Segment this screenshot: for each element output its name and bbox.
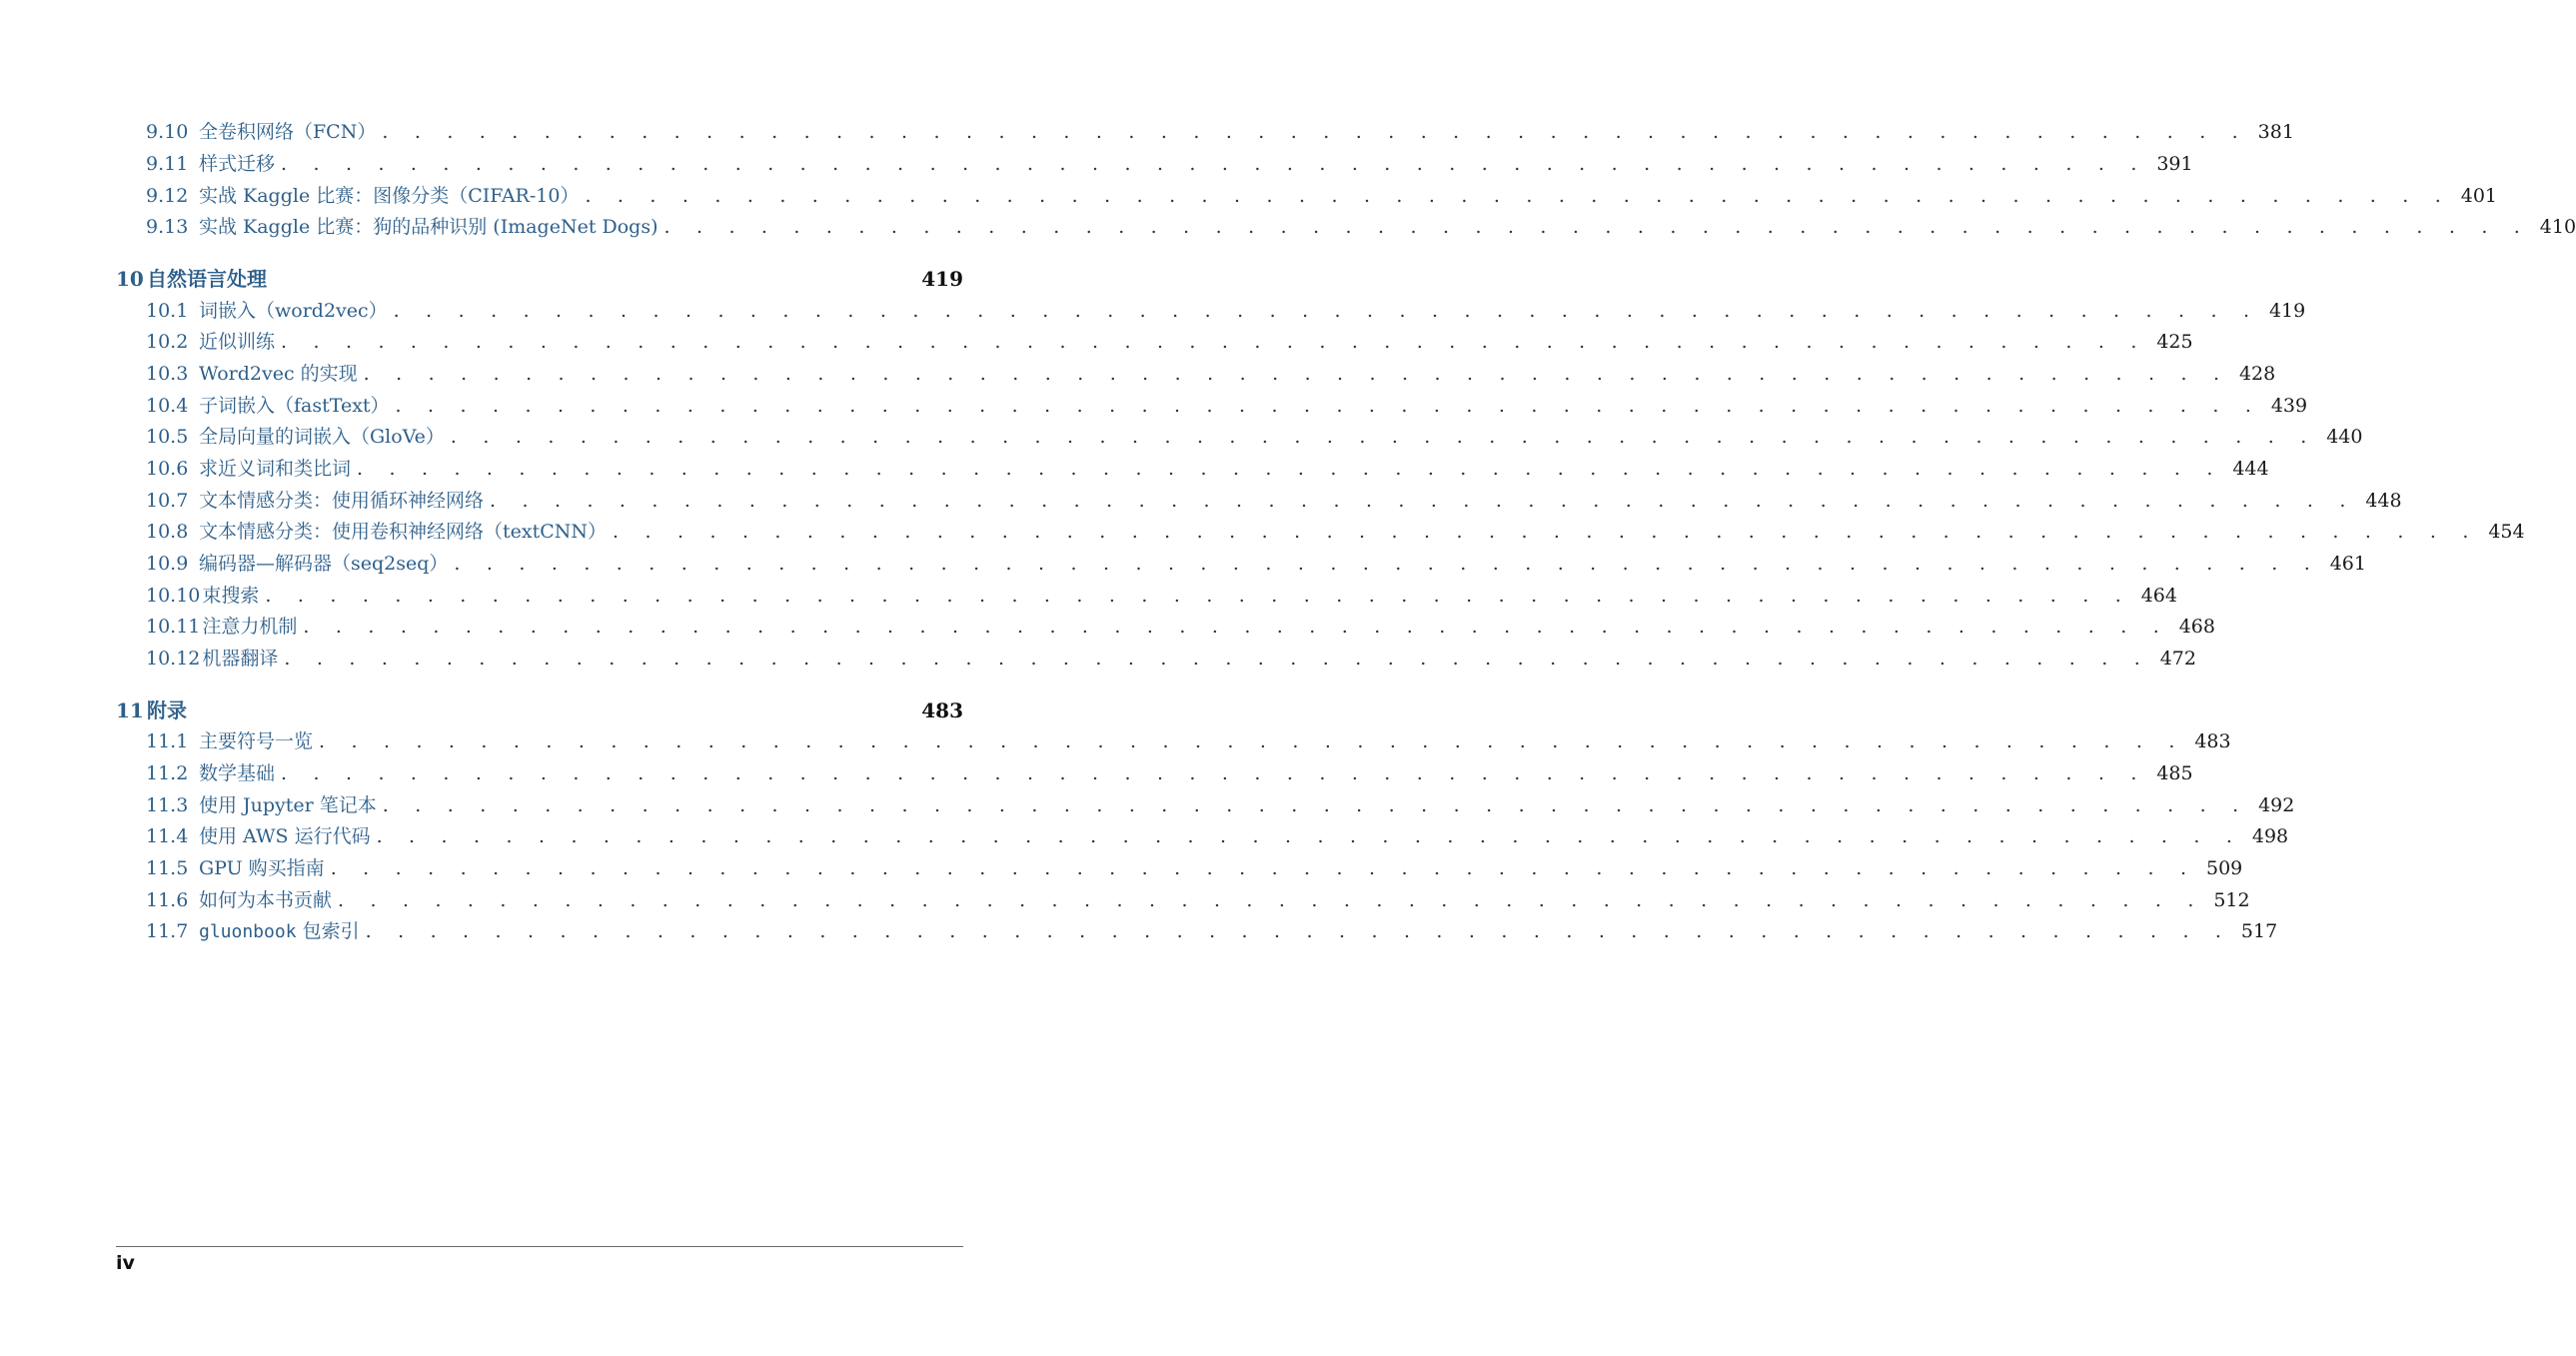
section-title[interactable]: 全局向量的词嵌入（GloVe） — [199, 426, 445, 448]
dot-leader: . . . . . . . . . . . . . . . . . . . . . . . . . . . . . . . . . . . . . . . . . . . . . . . . . . . . . . . . . . — [365, 920, 2232, 942]
dot-leader: . . . . . . . . . . . . . . . . . . . . . . . . . . . . . . . . . . . . . . . . . . . . . . . . . . . . . . . . . . — [395, 395, 2262, 417]
page-number[interactable]: 454 — [2488, 521, 2525, 543]
dot-leader: . . . . . . . . . . . . . . . . . . . . . . . . . . . . . . . . . . . . . . . . . . . . . . . . . . . . . . . . . . — [376, 825, 2243, 847]
page-number[interactable]: 512 — [2213, 889, 2250, 911]
page-number[interactable]: 410 — [2539, 216, 2576, 238]
page-number[interactable]: 485 — [2156, 762, 2193, 784]
toc-entry[interactable] — [146, 725, 2231, 757]
section-number: 11.4 — [146, 825, 189, 847]
section-title[interactable]: 求近义词和类比词 — [199, 458, 352, 480]
toc-entry[interactable] — [146, 915, 2278, 947]
page-number[interactable]: 472 — [2159, 648, 2196, 670]
toc-entry[interactable] — [146, 390, 2308, 422]
toc-entry[interactable] — [146, 116, 2294, 148]
section-number: 10.5 — [146, 426, 189, 448]
page-number[interactable]: 391 — [2156, 153, 2193, 175]
page-number[interactable]: 419 — [2268, 300, 2306, 322]
toc-entry[interactable] — [146, 757, 2193, 789]
section-number: 9.12 — [146, 185, 189, 207]
dot-leader: . . . . . . . . . . . . . . . . . . . . . . . . . . . . . . . . . . . . . . . . . . . . . . . . . . . . . . . . . . — [613, 521, 2479, 543]
section-number: 9.11 — [146, 153, 189, 175]
section-title[interactable]: 实战 Kaggle 比赛：狗的品种识别 (ImageNet Dogs) — [199, 216, 658, 238]
toc-entry[interactable] — [146, 884, 2250, 916]
section-title[interactable]: GPU 购买指南 — [199, 857, 325, 879]
toc-entry[interactable] — [146, 295, 2306, 327]
footer-page-number: iv — [116, 1252, 135, 1274]
page-number[interactable]: 492 — [2258, 794, 2295, 816]
section-title[interactable]: 全卷积网络（FCN） — [199, 121, 377, 143]
page-number[interactable]: 401 — [2460, 185, 2498, 207]
section-number: 11.7 — [146, 920, 189, 942]
dot-leader: . . . . . . . . . . . . . . . . . . . . . . . . . . . . . . . . . . . . . . . . . . . . . . . . . . . . . . . . . . — [382, 121, 2248, 143]
toc-entry[interactable] — [146, 358, 2276, 390]
toc-entry[interactable] — [146, 421, 2363, 453]
toc-entry[interactable] — [146, 611, 2215, 643]
toc-entry[interactable] — [146, 789, 2295, 821]
dot-leader: . . . . . . . . . . . . . . . . . . . . . . . . . . . . . . . . . . . . . . . . . . . . . . . . . . . . . . . . . . — [319, 730, 2185, 752]
toc-entry[interactable] — [146, 516, 2525, 548]
section-number: 10.3 — [146, 363, 189, 385]
toc-entry[interactable] — [146, 453, 2269, 485]
dot-leader: . . . . . . . . . . . . . . . . . . . . . . . . . . . . . . . . . . . . . . . . . . . . . . . . . . . . . . . . . . — [357, 458, 2223, 480]
section-number: 9.10 — [146, 121, 189, 143]
toc-entry[interactable] — [146, 148, 2193, 180]
page-number[interactable]: 483 — [2194, 730, 2231, 752]
section-title[interactable]: 如何为本书贡献 — [199, 889, 333, 911]
section-title[interactable]: 注意力机制 — [202, 616, 298, 638]
section-title[interactable]: 使用 AWS 运行代码 — [199, 825, 371, 847]
page-number[interactable]: 439 — [2270, 395, 2308, 417]
section-title[interactable]: 主要符号一览 — [199, 730, 314, 752]
toc-entry[interactable] — [146, 580, 2177, 612]
toc-entry[interactable] — [146, 852, 2243, 884]
toc-entry[interactable] — [146, 485, 2402, 517]
chapter-page-number[interactable]: 483 — [921, 698, 963, 722]
section-number: 10.9 — [146, 553, 189, 575]
page-number[interactable]: 381 — [2257, 121, 2294, 143]
dot-leader: . . . . . . . . . . . . . . . . . . . . . . . . . . . . . . . . . . . . . . . . . . . . . . . . . . . . . . . . . . — [281, 762, 2147, 784]
section-number: 10.10 — [146, 585, 201, 607]
page-number[interactable]: 517 — [2240, 920, 2278, 942]
package-name: gluonbook — [199, 921, 297, 942]
page-number[interactable]: 425 — [2156, 331, 2193, 353]
section-number: 11.5 — [146, 857, 189, 879]
section-title[interactable]: 数学基础 — [199, 762, 276, 784]
section-title[interactable]: 子词嵌入（fastText） — [199, 395, 390, 417]
section-number: 10.1 — [146, 300, 189, 322]
dot-leader: . . . . . . . . . . . . . . . . . . . . . . . . . . . . . . . . . . . . . . . . . . . . . . . . . . . . . . . . . . — [363, 363, 2230, 385]
dot-leader: . . . . . . . . . . . . . . . . . . . . . . . . . . . . . . . . . . . . . . . . . . . . . . . . . . . . . . . . . . — [281, 331, 2147, 353]
toc-entry[interactable] — [146, 326, 2193, 358]
chapter-number: 10 — [116, 267, 144, 291]
page-number[interactable]: 428 — [2238, 363, 2276, 385]
page-number[interactable]: 448 — [2365, 490, 2402, 512]
page-number[interactable]: 461 — [2329, 553, 2366, 575]
dot-leader: . . . . . . . . . . . . . . . . . . . . . . . . . . . . . . . . . . . . . . . . . . . . . . . . . . . . . . . . . . — [265, 585, 2131, 607]
section-title[interactable]: 词嵌入（word2vec） — [199, 300, 388, 322]
dot-leader: . . . . . . . . . . . . . . . . . . . . . . . . . . . . . . . . . . . . . . . . . . . . . . . . . . . . . . . . . . — [490, 490, 2356, 512]
dot-leader: . . . . . . . . . . . . . . . . . . . . . . . . . . . . . . . . . . . . . . . . . . . . . . . . . . . . . . . . . . — [450, 426, 2317, 448]
section-number: 10.11 — [146, 616, 201, 638]
chapter-heading[interactable] — [116, 263, 963, 295]
dot-leader: . . . . . . . . . . . . . . . . . . . . . . . . . . . . . . . . . . . . . . . . . . . . . . . . . . . . . . . . . . — [303, 616, 2169, 638]
toc-entry[interactable] — [146, 211, 2576, 243]
section-number: 10.4 — [146, 395, 189, 417]
section-title[interactable]: 束搜索 — [202, 585, 260, 607]
dot-leader: . . . . . . . . . . . . . . . . . . . . . . . . . . . . . . . . . . . . . . . . . . . . . . . . . . . . . . . . . . — [330, 857, 2197, 879]
section-number: 11.6 — [146, 889, 189, 911]
dot-leader: . . . . . . . . . . . . . . . . . . . . . . . . . . . . . . . . . . . . . . . . . . . . . . . . . . . . . . . . . . — [284, 648, 2150, 670]
toc-entry[interactable] — [146, 548, 2366, 580]
section-title[interactable]: 文本情感分类：使用卷积神经网络（textCNN） — [199, 521, 608, 543]
section-number: 10.7 — [146, 490, 189, 512]
dot-leader: . . . . . . . . . . . . . . . . . . . . . . . . . . . . . . . . . . . . . . . . . . . . . . . . . . . . . . . . . . — [585, 185, 2452, 207]
footer-rule — [116, 1246, 963, 1247]
chapter-heading[interactable] — [116, 694, 963, 726]
chapter-title[interactable]: 自然语言处理 — [147, 267, 267, 291]
dot-leader: . . . . . . . . . . . . . . . . . . . . . . . . . . . . . . . . . . . . . . . . . . . . . . . . . . . . . . . . . . — [382, 794, 2249, 816]
page-number[interactable]: 509 — [2205, 857, 2243, 879]
section-number: 10.12 — [146, 648, 201, 670]
section-number: 11.1 — [146, 730, 189, 752]
chapter-number: 11 — [116, 698, 144, 722]
section-number: 10.2 — [146, 331, 189, 353]
section-title[interactable]: 编码器—解码器（seq2seq） — [199, 553, 449, 575]
section-title[interactable]: 近似训练 — [199, 331, 276, 353]
section-title[interactable]: Word2vec 的实现 — [199, 363, 358, 385]
toc-entry[interactable] — [146, 820, 2289, 852]
chapter-page-number[interactable]: 419 — [921, 267, 963, 291]
section-title[interactable]: 文本情感分类：使用循环神经网络 — [199, 490, 485, 512]
section-title[interactable]: 机器翻译 — [202, 648, 279, 670]
section-title[interactable]: 使用 Jupyter 笔记本 — [199, 794, 377, 816]
dot-leader: . . . . . . . . . . . . . . . . . . . . . . . . . . . . . . . . . . . . . . . . . . . . . . . . . . . . . . . . . . — [454, 553, 2320, 575]
section-number: 11.3 — [146, 794, 189, 816]
dot-leader: . . . . . . . . . . . . . . . . . . . . . . . . . . . . . . . . . . . . . . . . . . . . . . . . . . . . . . . . . . — [281, 153, 2147, 175]
toc-entry[interactable] — [146, 180, 2498, 212]
dot-leader: . . . . . . . . . . . . . . . . . . . . . . . . . . . . . . . . . . . . . . . . . . . . . . . . . . . . . . . . . . — [338, 889, 2204, 911]
dot-leader: . . . . . . . . . . . . . . . . . . . . . . . . . . . . . . . . . . . . . . . . . . . . . . . . . . . . . . . . . . — [393, 300, 2260, 322]
section-title-suffix: 包索引 — [302, 920, 360, 942]
page-number[interactable]: 464 — [2140, 585, 2177, 607]
page-number[interactable]: 444 — [2232, 458, 2269, 480]
chapter-title[interactable]: 附录 — [147, 698, 187, 722]
dot-leader: . . . . . . . . . . . . . . . . . . . . . . . . . . . . . . . . . . . . . . . . . . . . . . . . . . . . . . . . . . — [663, 216, 2531, 238]
toc-entry[interactable] — [146, 643, 2196, 675]
page-number[interactable]: 440 — [2326, 426, 2363, 448]
section-number: 10.8 — [146, 521, 189, 543]
section-title[interactable]: 样式迁移 — [199, 153, 276, 175]
section-number: 9.13 — [146, 216, 189, 238]
section-title[interactable] — [199, 915, 366, 948]
page-number[interactable]: 498 — [2251, 825, 2289, 847]
section-title[interactable]: 实战 Kaggle 比赛：图像分类（CIFAR-10） — [199, 185, 580, 207]
page-number[interactable]: 468 — [2178, 616, 2215, 638]
section-number: 11.2 — [146, 762, 189, 784]
section-number: 10.6 — [146, 458, 189, 480]
